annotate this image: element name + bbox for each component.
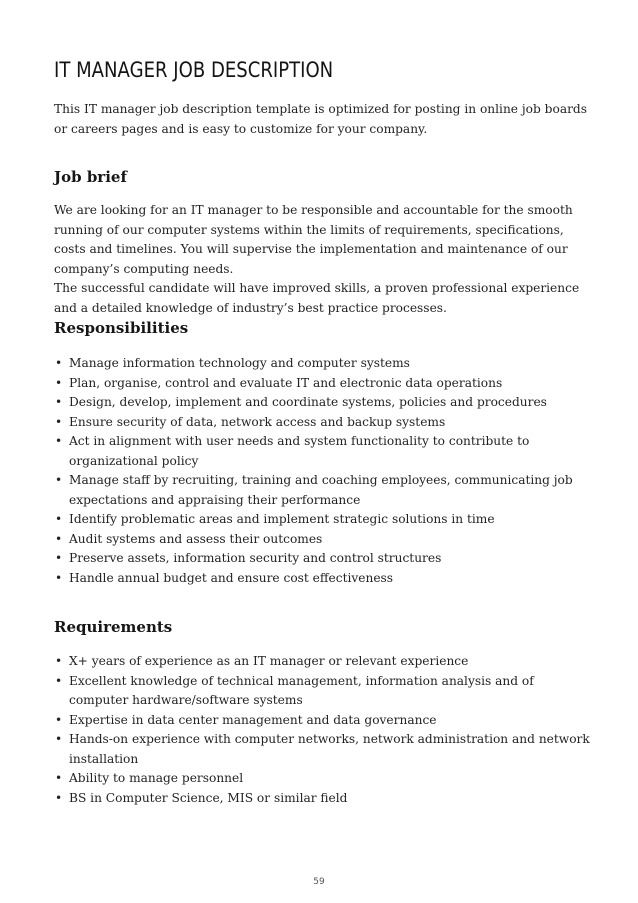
bullet-icon: • (55, 654, 63, 668)
list-item-text: Ensure security of data, network access and backup systems (69, 414, 446, 429)
list-item (54, 652, 594, 672)
bullet-icon: • (55, 473, 63, 487)
list-item (54, 711, 594, 731)
list-item-text: Manage staff by recruiting, training and coaching employees, communicating job expectations and appraising their performance (69, 473, 573, 507)
list-item-text: Preserve assets, information security and control structures (69, 551, 442, 565)
list-item-text: Hands-on experience with computer networks, network administration and network installation (69, 732, 590, 766)
job-brief-heading: Job brief (54, 168, 127, 186)
bullet-icon: • (55, 531, 63, 546)
list-item (54, 549, 594, 569)
list-item-text: Plan, organise, control and evaluate IT and electronic data operations (69, 375, 503, 390)
requirements-list (54, 652, 594, 808)
job-brief-paragraph: We are looking for an IT manager to be responsible and accountable for the smooth running of our computer systems within the limits of requirements, specifications, costs and timelines. You will supervise the implementation and maintenance of our company’s computing needs. (54, 203, 573, 276)
list-item-text: Identify problematic areas and implement strategic solutions in time (69, 512, 495, 526)
list-item (54, 432, 594, 471)
bullet-icon: • (55, 356, 63, 370)
list-item (54, 789, 594, 809)
list-item (54, 672, 594, 711)
bullet-icon: • (55, 395, 63, 409)
list-item-text: Expertise in data center management and data governance (69, 712, 437, 727)
bullet-icon: • (55, 551, 63, 565)
list-item-text: Ability to manage personnel (69, 771, 244, 785)
list-item-text: Act in alignment with user needs and system functionality to contribute to organizational policy (69, 434, 530, 468)
list-item (54, 530, 594, 550)
bullet-icon: • (55, 414, 63, 429)
responsibilities-heading: Responsibilities (54, 319, 189, 337)
list-item (54, 354, 594, 374)
list-item (54, 510, 594, 530)
list-item-text: Design, develop, implement and coordinate systems, policies and procedures (69, 395, 547, 409)
job-brief-body (54, 201, 594, 318)
bullet-icon: • (55, 375, 63, 390)
list-item (54, 569, 594, 589)
list-item-text: X+ years of experience as an IT manager or relevant experience (69, 654, 469, 668)
responsibilities-list (54, 354, 594, 588)
list-item-text: BS in Computer Science, MIS or similar field (69, 790, 348, 805)
intro-paragraph: This IT manager job description template is optimized for posting in online job boards or careers pages and is easy to customize for your company. (54, 102, 587, 136)
bullet-icon: • (55, 771, 63, 785)
page-title: IT MANAGER JOB DESCRIPTION (54, 58, 334, 82)
bullet-icon: • (55, 512, 63, 526)
list-item (54, 413, 594, 433)
page-number: 59 (313, 877, 325, 887)
list-item (54, 393, 594, 413)
bullet-icon: • (55, 732, 63, 746)
bullet-icon: • (55, 673, 63, 688)
list-item-text: Audit systems and assess their outcomes (69, 531, 323, 546)
list-item-text: Handle annual budget and ensure cost effectiveness (69, 570, 394, 585)
bullet-icon: • (55, 434, 63, 448)
list-item (54, 730, 594, 769)
bullet-icon: • (55, 712, 63, 727)
job-brief-paragraph: The successful candidate will have improved skills, a proven professional experience and a detailed knowledge of industry’s best practice processes. (54, 281, 580, 315)
bullet-icon: • (55, 790, 63, 805)
list-item (54, 769, 594, 789)
bullet-icon: • (55, 570, 63, 585)
list-item-text: Excellent knowledge of technical management, information analysis and of computer hardware/software systems (69, 673, 534, 707)
list-item (54, 471, 594, 510)
list-item (54, 374, 594, 394)
list-item-text: Manage information technology and computer systems (69, 356, 410, 370)
requirements-heading: Requirements (54, 618, 173, 636)
